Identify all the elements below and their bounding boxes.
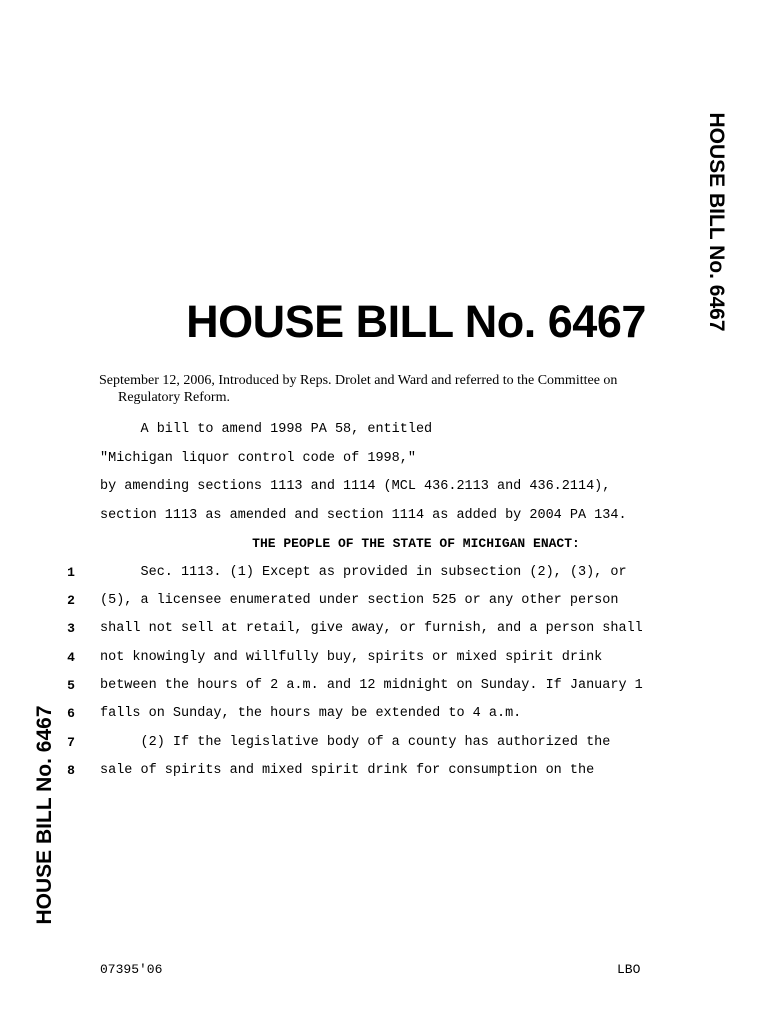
footer-drafter-code: LBO: [617, 962, 641, 977]
line-number: 2: [67, 593, 75, 608]
introduction-note: [99, 372, 659, 406]
introduction-line-2: Regulatory Reform.: [118, 390, 230, 405]
bill-text-line: falls on Sunday, the hours may be extended to 4 a.m.: [100, 706, 522, 721]
line-number: 7: [67, 735, 75, 750]
bill-text-line: not knowingly and willfully buy, spirits or mixed spirit drink: [100, 650, 603, 665]
bill-text-line: sale of spirits and mixed spirit drink for consumption on the: [100, 763, 595, 778]
footer-doc-number: 07395'06: [100, 962, 163, 977]
line-number: 1: [67, 565, 75, 580]
introduction-line-1: September 12, 2006, Introduced by Reps. Drolet and Ward and referred to the Committee on: [99, 373, 618, 388]
line-number: 8: [67, 763, 75, 778]
line-number: 6: [67, 706, 75, 721]
preamble-line: section 1113 as amended and section 1114 as added by 2004 PA 134.: [100, 508, 627, 523]
bill-title: HOUSE BILL No. 6467: [186, 296, 646, 347]
bill-text-line: Sec. 1113. (1) Except as provided in subsection (2), (3), or: [100, 565, 627, 580]
preamble-line: by amending sections 1113 and 1114 (MCL 436.2113 and 436.2114),: [100, 479, 611, 494]
line-number: 3: [67, 621, 75, 636]
line-number: 5: [67, 678, 75, 693]
side-bill-label-left: HOUSE BILL No. 6467: [33, 705, 56, 925]
enacting-clause: THE PEOPLE OF THE STATE OF MICHIGAN ENACT:: [252, 536, 580, 551]
bill-text-line: (5), a licensee enumerated under section 525 or any other person: [100, 593, 619, 608]
bill-text-line: between the hours of 2 a.m. and 12 midnight on Sunday. If January 1: [100, 678, 643, 693]
side-bill-label-right: HOUSE BILL No. 6467: [705, 112, 728, 332]
bill-text-line: (2) If the legislative body of a county has authorized the: [100, 735, 611, 750]
bill-text-line: shall not sell at retail, give away, or furnish, and a person shall: [100, 621, 643, 636]
line-number: 4: [67, 650, 75, 665]
preamble-line: A bill to amend 1998 PA 58, entitled: [100, 422, 433, 437]
preamble-line: "Michigan liquor control code of 1998,": [100, 451, 416, 466]
